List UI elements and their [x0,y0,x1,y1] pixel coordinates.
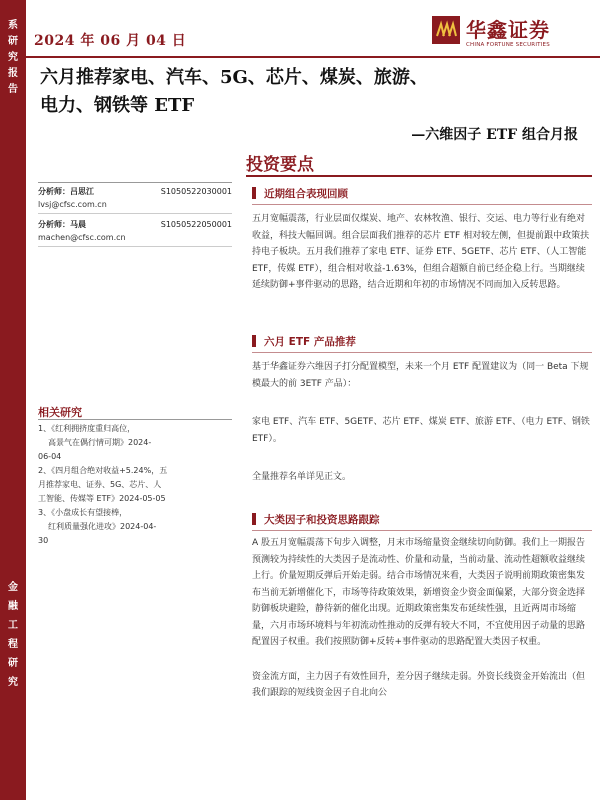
analyst-email[interactable]: machen@cfsc.com.cn [38,231,232,247]
analyst-email[interactable]: lvsj@cfsc.com.cn [38,198,232,214]
logo-english-text: CHINA FORTUNE SECURITIES [466,42,550,48]
section-paragraph: A 股五月宽幅震荡下旬步入调整，月末市场缩量资金继续切向防御。我们上一期报告预测较为持续性的大类因子是流动性、价量和动量，当前动量、流动性超额收益继续上行。价量短期反弹后开始走弱。结合市场情况来看，大类因子说明前期政策密集发布当前无新增催化下，市场等待政策效果，新增资金少资金面偏紧，大部分资金选择防御板块避险，静待新的催化出现。近期政策密集发布延续性强，且近两周市场缩量，六月市场环境料与年初流动性推动的反弹有较大不同，不宜使用因子动量的思路配置因子权重。我们按照防御+反转+事件驱动的思路配置大类因子权重。 [252,538,586,647]
section-divider [252,530,592,531]
header-divider [26,56,600,58]
section-marker-icon [252,513,256,525]
logo-icon [432,16,460,44]
section-paragraph: 全量推荐名单详见正文。 [252,472,352,482]
report-subtitle: —六维因子 ETF 组合月报 [411,127,578,143]
section-paragraph: 基于华鑫证券六维因子打分配置模型，未来一个月 ETF 配置建议为（同一 Beta 下规模最大的前 3ETF 产品）： [252,362,589,389]
section-paragraph: 资金流方面，主力因子有效性回升，差分因子继续走弱。外资长线资金开始流出（但我们跟踪的短线资金因子自北向公 [252,671,586,698]
key-points-heading: 投资要点 [246,155,314,175]
related-research-divider [38,419,232,420]
analyst-name: 分析师：马晨 [38,220,86,229]
section-marker-icon [252,335,256,347]
section-heading: 大类因子和投资思路跟踪 [252,510,592,528]
related-item[interactable]: 2、《四月组合绝对收益+5.24%，五 [38,466,168,475]
analyst-block [38,182,232,249]
related-research-heading: 相关研究 [38,406,82,419]
related-item[interactable]: 30 [38,536,49,545]
section-paragraph: 家电 ETF、汽车 ETF、5GETF、芯片 ETF、煤炭 ETF、旅游 ETF、（电力 ETF、钢铁 ETF）。 [252,417,590,444]
sidebar [0,0,26,800]
section-recent-performance [252,184,592,294]
company-logo [432,14,592,52]
related-item[interactable]: 工智能、传媒等 ETF》2024-05-05 [38,494,166,503]
related-item[interactable]: 3、《小盘成长有望接棒， [38,508,128,517]
logo-chinese-text: 华鑫证券 [466,18,550,42]
related-item[interactable]: 1、《红利拥挤度重归高位， [38,424,136,433]
section-divider [252,352,592,353]
report-date: 2024 年 06 月 04 日 [34,33,187,49]
analyst-code: S1050522030001 [160,187,232,196]
section-marker-icon [252,187,256,199]
section-factor-tracking [252,510,592,702]
section-heading: 近期组合表现回顾 [252,184,592,202]
sidebar-top-text: 系 研 究 报 告 [8,20,18,95]
analyst-name: 分析师：吕思江 [38,187,94,196]
related-research-list [38,422,238,548]
analyst-item [38,183,232,216]
section-heading: 六月 ETF 产品推荐 [252,332,592,350]
sidebar-bottom-text: 金 融 工 程 研 究 [8,582,18,688]
section-divider [252,204,592,205]
analyst-item [38,216,232,249]
related-item[interactable]: 高景气在偶行情可期》2024- [48,438,152,447]
related-item[interactable]: 红利质量强化进攻》2024-04- [48,522,157,531]
related-item[interactable]: 06-04 [38,452,62,461]
report-title: 六月推荐家电、汽车、5G、芯片、煤炭、旅游、 电力、钢铁等 ETF [40,67,428,116]
analyst-code: S1050522050001 [160,220,232,229]
section-paragraph: 五月宽幅震荡，行业层面仅煤炭、地产、农林牧渔、银行、交运、电力等行业有绝对收益，科技大幅回调。组合层面我们推荐的芯片 ETF 相对较左侧，但提前跟中政策扶持电子板块。五月我们推荐了家电 ETF、证券 ETF、5GETF、芯片 ETF、（人工智能 ETF，传媒 ETF），组合相对收益-1.63%，但组合超额自前已经企稳上行。当期继续延续防御+事件驱动的思路，结合近期和年初的市场情况不同而加入反转思路。 [252,214,590,290]
related-item[interactable]: 月推荐家电、证券、5G、芯片、人 [38,480,162,489]
section-etf-recommendation [252,332,592,486]
key-points-divider [246,175,592,177]
